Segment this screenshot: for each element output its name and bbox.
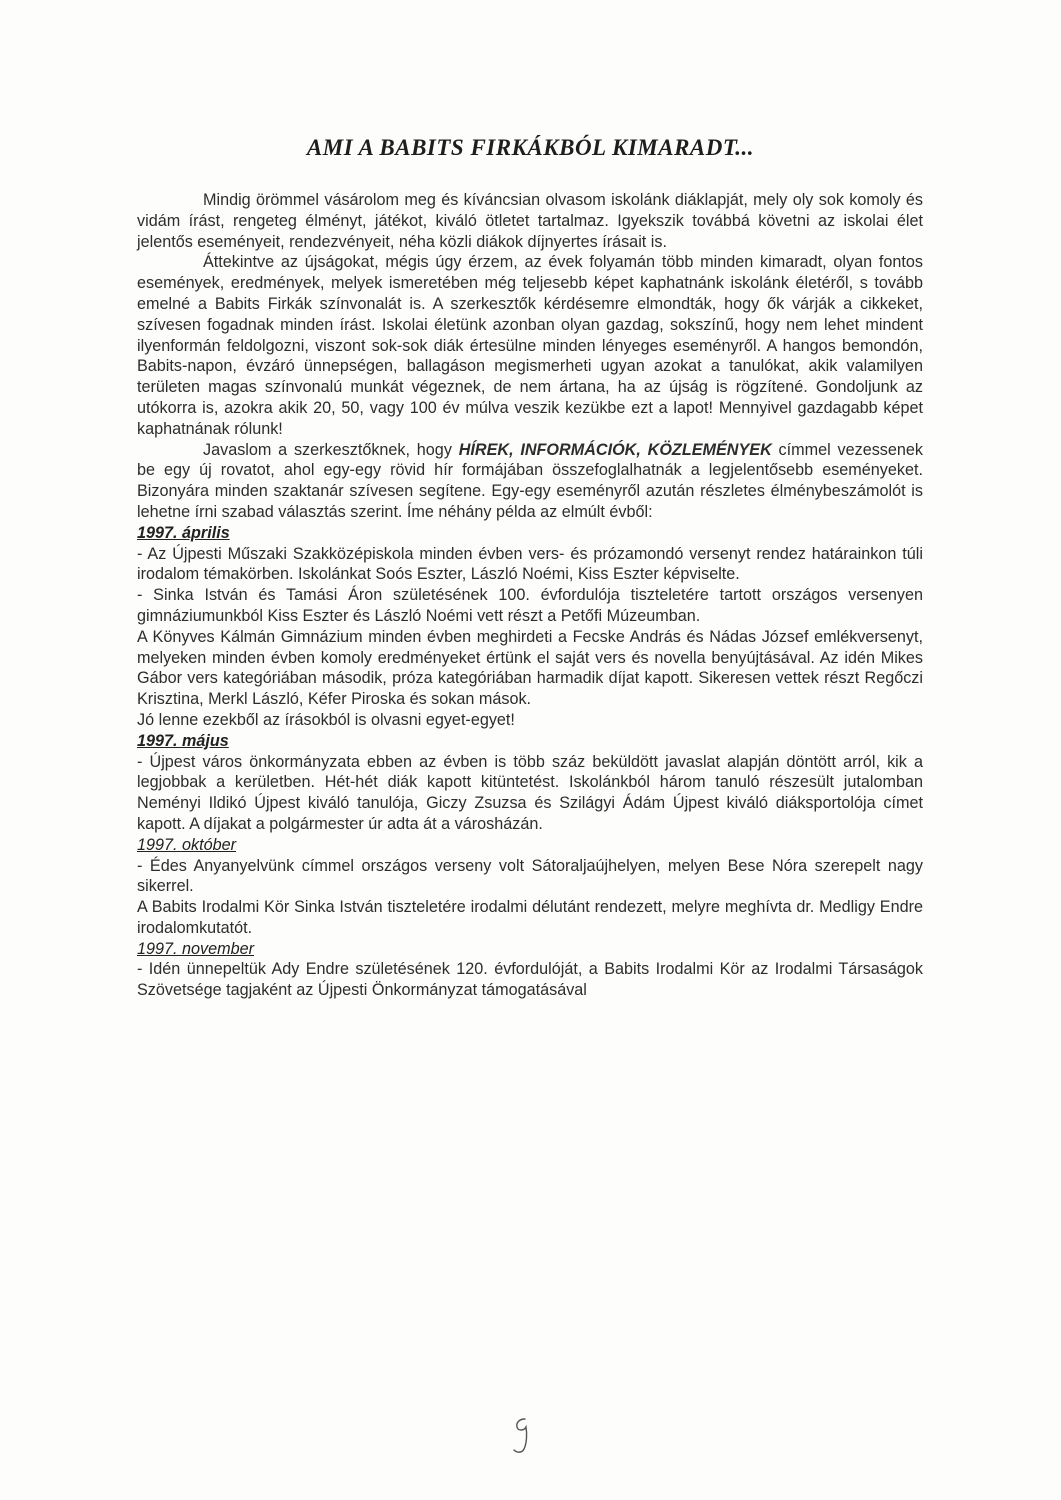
may-item-1: - Újpest város önkormányzata ebben az évben is több száz beküldött javaslat alapján döntött arról, kik a legjobbak a kerületben. Hét-hét diák kapott kitüntetést. Iskolánkból három tanuló részesült jutalomban Neményi Ildikó Újpest kiváló tanulója, Giczy Zsuzsa és Szilágyi Ádám Újpest kiváló diáksportolója címet kapott. A díjakat a polgármester úr adta át a városházán.	[137, 752, 923, 833]
section-heading-october: 1997. október	[137, 835, 236, 854]
proposal-text-end: címmel vezessenek be egy új rovatot, ahol egy-egy rövid hír formájában összefoglalhatnák a legjelentősebb eseményeket. Bizonyára minden szaktanár szívesen segítene. Egy-egy eseményről azután részletes élménybeszámolót is lehetne írni szabad választás szerint. Íme néhány példa az elmúlt évből:	[137, 440, 923, 521]
article-title: AMI A BABITS FIRKÁKBÓL KIMARADT...	[306, 135, 755, 160]
october-item-2: A Babits Irodalmi Kör Sinka István tiszteletére irodalmi délutánt rendezett, melyre meghívta dr. Medligy Endre irodalomkutatót.	[137, 898, 923, 937]
proposal-column-title: HÍREK, INFORMÁCIÓK, KÖZLEMÉNYEK	[458, 440, 772, 459]
section-heading-april: 1997. április	[137, 523, 230, 542]
section-heading-may: 1997. május	[137, 731, 229, 750]
april-item-3: A Könyves Kálmán Gimnázium minden évben meghirdeti a Fecske András és Nádas József emlékversenyt, melyeken minden évben komoly eredményeket értünk el saját vers és novella benyújtásával. Az idén Mikes Gábor vers kategóriában második, próza kategóriában harmadik díjat kapott. Sikeresen vettek részt Regőczi Krisztina, Merkl László, Kéfer Piroska és sokan mások.	[137, 627, 923, 709]
section-heading-november: 1997. november	[137, 939, 254, 958]
april-item-4: Jó lenne ezekből az írásokból is olvasni egyet-egyet!	[137, 710, 515, 729]
paragraph-intro: Mindig örömmel vásárolom meg és kíváncsian olvasom iskolánk diáklapját, mely oly sok komoly és vidám írást, rengeteg élményt, játékot, kiváló ötletet tartalmaz. Igyekszik továbbá követni az iskolai élet jelentős eseményeit, rendezvényeit, néha közli diákok díjnyertes írásait is.	[137, 191, 923, 251]
april-item-2: - Sinka István és Tamási Áron születésének 100. évfordulója tiszteletére tartott országos versenyen gimnáziumunkból Kiss Eszter és László Noémi vett részt a Petőfi Múzeumban.	[137, 586, 923, 625]
april-item-1: - Az Újpesti Műszaki Szakközépiskola minden évben vers- és prózamondó versenyt rendez határainkon túli irodalom témakörben. Iskolánkat Soós Eszter, László Noémi, Kiss Eszter képviselte.	[137, 544, 923, 584]
november-item-1: - Idén ünnepeltük Ady Endre születésének 120. évfordulóját, a Babits Irodalmi Kör az Irodalmi Társaságok Szövetsége tagjaként az Újpesti Önkormányzat támogatásával	[137, 960, 923, 1000]
paragraph-overview: Áttekintve az újságokat, mégis úgy érzem, az évek folyamán több minden kimaradt, olyan fontos események, eredmények, melyek ismeretében még teljesebb képet kaphatnánk iskolánk életéről, s tovább emelné a Babits Firkák színvonalát is. A szerkesztők kérdésemre elmondták, hogy ők várják a cikkeket, szívesen fogadnak minden írást. Iskolai életünk azonban olyan gazdag, sokszínű, hogy nem lehet mindent ilyenformán feldolgozni, viszont sok-sok diák értesülne minden lényeges eseményről. A hangos bemondón, Babits-napon, évzáró ünnepségen, ballagáson megismerheti ugyan azokat a tanulókat, akik valamilyen területen magas színvonalú munkát végeznek, de nem ártana, ha az újság is rögzítené. Gondoljunk az utókorra is, azokra akik 20, 50, vagy 100 év múlva veszik kezükbe ezt a lapot! Mennyivel gazdagabb képet kaphatnának rólunk!	[137, 253, 923, 438]
proposal-text-start: Javaslom a szerkesztőknek, hogy	[203, 440, 459, 459]
paragraph-proposal	[137, 440, 923, 523]
article-body	[137, 190, 923, 1001]
october-item-1: - Édes Anyanyelvünk címmel országos verseny volt Sátoraljaújhelyen, melyen Bese Nóra szerepelt nagy sikerrel.	[137, 856, 923, 896]
handwritten-page-number	[505, 1415, 535, 1455]
